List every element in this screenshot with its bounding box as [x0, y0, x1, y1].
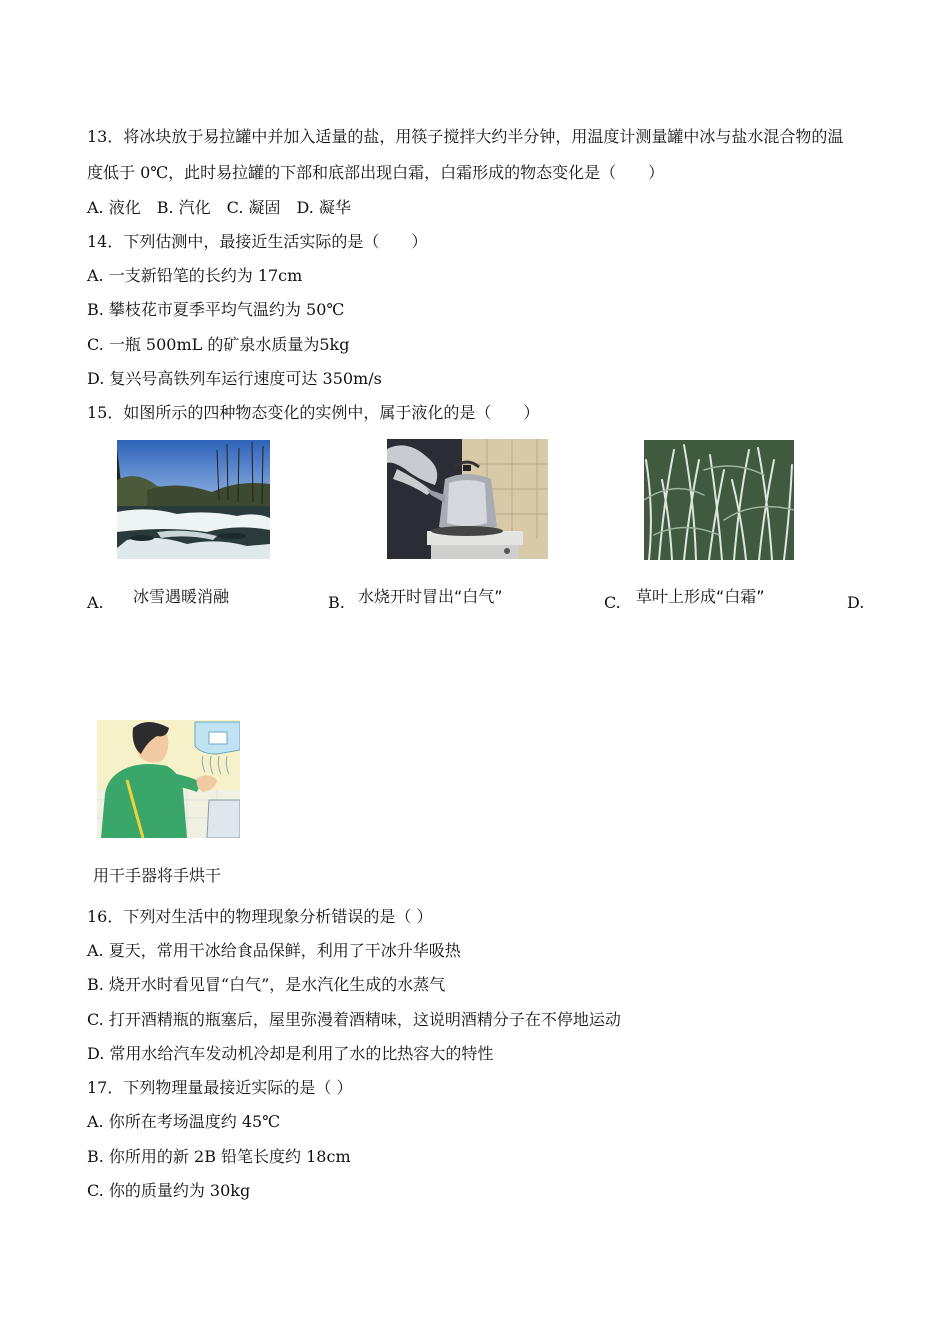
q13-stem-line-2: 度低于 0℃，此时易拉罐的下部和底部出现白霜，白霜形成的物态变化是（ ）: [87, 163, 665, 182]
q17-option-b: B. 你所用的新 2B 铅笔长度约 18cm: [87, 1147, 351, 1166]
q17-option-a: A. 你所在考场温度约 45℃: [87, 1112, 281, 1131]
q15-caption-b: 水烧开时冒出“白气”: [358, 587, 503, 606]
q15-option-d-letter: D.: [847, 593, 865, 612]
q17-option-c: C. 你的质量约为 30kg: [87, 1181, 251, 1200]
q15-caption-a: 冰雪遇暖消融: [133, 587, 230, 606]
q16-option-b: B. 烧开水时看见冒“白气”，是水汽化生成的水蒸气: [87, 975, 446, 994]
q14-option-c: C. 一瓶 500mL 的矿泉水质量为5kg: [87, 335, 350, 354]
q15-caption-c: 草叶上形成“白霜”: [636, 587, 765, 606]
q14-option-d: D. 复兴号高铁列车运行速度可达 350m/s: [87, 369, 382, 388]
q14-option-a: A. 一支新铅笔的长约为 17cm: [87, 266, 303, 285]
q15-option-b-letter: B.: [328, 593, 345, 612]
frosted-grass-image: [644, 440, 794, 560]
q16-option-a: A. 夏天，常用干冰给食品保鲜，利用了干冰升华吸热: [87, 941, 461, 960]
q16-stem: 16．下列对生活中的物理现象分析错误的是（ ）: [87, 907, 433, 926]
q15-option-a-letter: A.: [87, 593, 104, 612]
q15-option-c-letter: C.: [604, 593, 621, 612]
hand-dryer-image: [97, 720, 240, 838]
q16-option-c: C. 打开酒精瓶的瓶塞后，屋里弥漫着酒精味，这说明酒精分子在不停地运动: [87, 1010, 621, 1029]
boiling-kettle-image: [387, 439, 548, 559]
q14-stem: 14．下列估测中，最接近生活实际的是（ ）: [87, 232, 428, 251]
melting-ice-image: [117, 440, 270, 559]
q17-stem: 17．下列物理量最接近实际的是（ ）: [87, 1078, 353, 1097]
q14-option-b: B. 攀枝花市夏季平均气温约为 50℃: [87, 300, 345, 319]
q15-stem: 15．如图所示的四种物态变化的实例中，属于液化的是（ ）: [87, 403, 540, 422]
q13-options: A. 液化 B. 汽化 C. 凝固 D. 凝华: [87, 198, 351, 217]
q15-caption-d: 用干手器将手烘干: [93, 866, 222, 885]
q16-option-d: D. 常用水给汽车发动机冷却是利用了水的比热容大的特性: [87, 1044, 494, 1063]
q13-stem-line-1: 13．将冰块放于易拉罐中并加入适量的盐，用筷子搅拌大约半分钟，用温度计测量罐中冰与盐水混合物的温: [87, 127, 844, 146]
